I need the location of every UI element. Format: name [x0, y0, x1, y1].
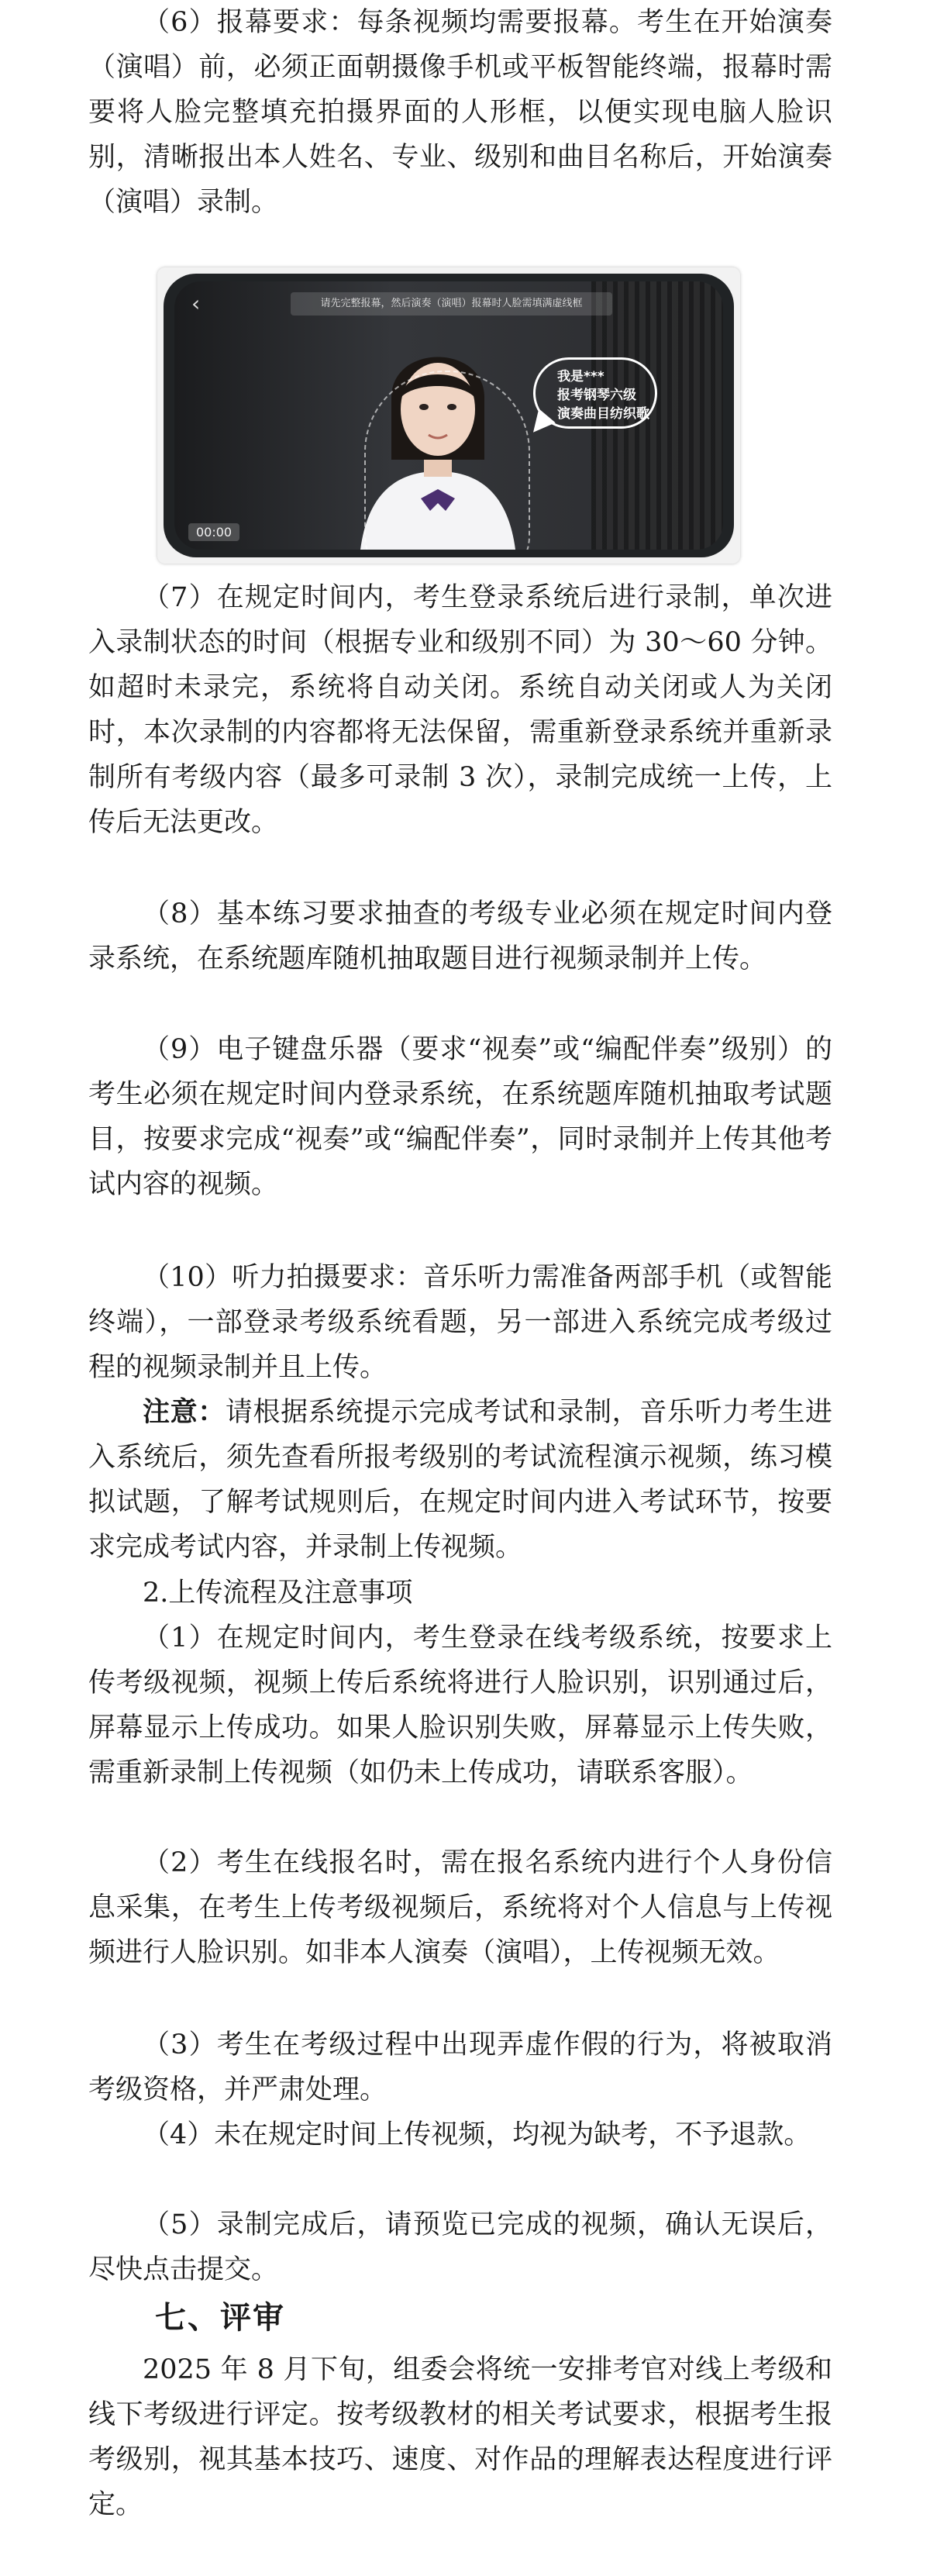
paragraph-item-7: （7）在规定时间内，考生登录系统后进行录制，单次进入录制状态的时间（根据专业和级别不同）为 30～60 分钟。如超时未录完，系统将自动关闭。系统自动关闭或人为关闭时，本次录制的内容都将无法保留，需重新登录系统并重新录制所有考级内容（最多可录制 3 次），录制完成统一上传，上传后无法更改。	[88, 582, 832, 838]
recording-screenshot	[157, 267, 740, 564]
recording-hint-bar: 请先完整报幕，然后演奏（演唱）报幕时人脸需填满虚线框	[291, 292, 612, 316]
paragraph-item-8: （8）基本练习要求抽查的考级专业必须在规定时间内登录系统，在系统题库随机抽取题目进行视频录制并上传。	[88, 898, 832, 974]
paragraph-item-10: （10）听力拍摄要求：音乐听力需准备两部手机（或智能终端），一部登录考级系统看题，另一部进入系统完成考级过程的视频录制并且上传。	[88, 1262, 832, 1383]
recording-timer: 00:00	[188, 523, 239, 541]
phone-screen	[174, 281, 723, 550]
upload-section-title: 2.上传流程及注意事项	[143, 1578, 413, 1609]
note-text: 请根据系统提示完成考试和录制，音乐听力考生进入系统后，须先查看所报考级别的考试流程演示视频，练习模拟试题，了解考试规则后，在规定时间内进入考试环节，按要求完成考试内容，并录制上传视频。	[88, 1397, 832, 1563]
paragraph-item-6: （6）报幕要求：每条视频均需要报幕。考生在开始演奏（演唱）前，必须正面朝摄像手机或平板智能终端，报幕时需要将人脸完整填充拍摄界面的人形框，以便实现电脑人脸识别，清晰报出本人姓名、专业、级别和曲目名称后，开始演奏（演唱）录制。	[88, 7, 832, 218]
back-chevron-icon: ‹	[191, 291, 201, 316]
speech-bubble	[533, 357, 657, 429]
bubble-line-piece: 演奏曲目纺织歌	[557, 406, 649, 422]
upload-item-2: （2）考生在线报名时，需在报名系统内进行个人身份信息采集，在考生上传考级视频后，系统将对个人信息与上传视频进行人脸识别。如非本人演奏（演唱），上传视频无效。	[88, 1847, 832, 1968]
upload-item-4: （4）未在规定时间上传视频，均视为缺考，不予退款。	[143, 2119, 811, 2150]
review-heading: 七、评审	[155, 2299, 285, 2336]
review-paragraph: 2025 年 8 月下旬，组委会将统一安排考官对线上考级和线下考级进行评定。按考级教材的相关考试要求，根据考生报考级别，视其基本技巧、速度、对作品的理解表达程度进行评定。	[88, 2354, 832, 2520]
note-paragraph	[88, 1390, 832, 1570]
upload-item-3: （3）考生在考级过程中出现弄虚作假的行为，将被取消考级资格，并严肃处理。	[88, 2029, 832, 2105]
bubble-line-name: 我是***	[557, 369, 604, 385]
paragraph-item-9: （9）电子键盘乐器（要求“视奏”或“编配伴奏”级别）的考生必须在规定时间内登录系统，在系统题库随机抽取考试题目，按要求完成“视奏”或“编配伴奏”，同时录制并上传其他考试内容的视频。	[88, 1034, 832, 1200]
phone-frame	[164, 274, 734, 557]
bubble-line-level: 报考钢琴六级	[557, 388, 636, 403]
upload-item-1: （1）在规定时间内，考生登录在线考级系统，按要求上传考级视频，视频上传后系统将进行人脸识别，识别通过后，屏幕显示上传成功。如果人脸识别失败，屏幕显示上传失败，需重新录制上传视频（如仍未上传成功，请联系客服）。	[88, 1623, 832, 1788]
upload-item-5: （5）录制完成后，请预览已完成的视频，确认无误后，尽快点击提交。	[88, 2209, 832, 2285]
face-guide-frame	[364, 371, 530, 550]
note-label: 注意：	[143, 1396, 226, 1428]
